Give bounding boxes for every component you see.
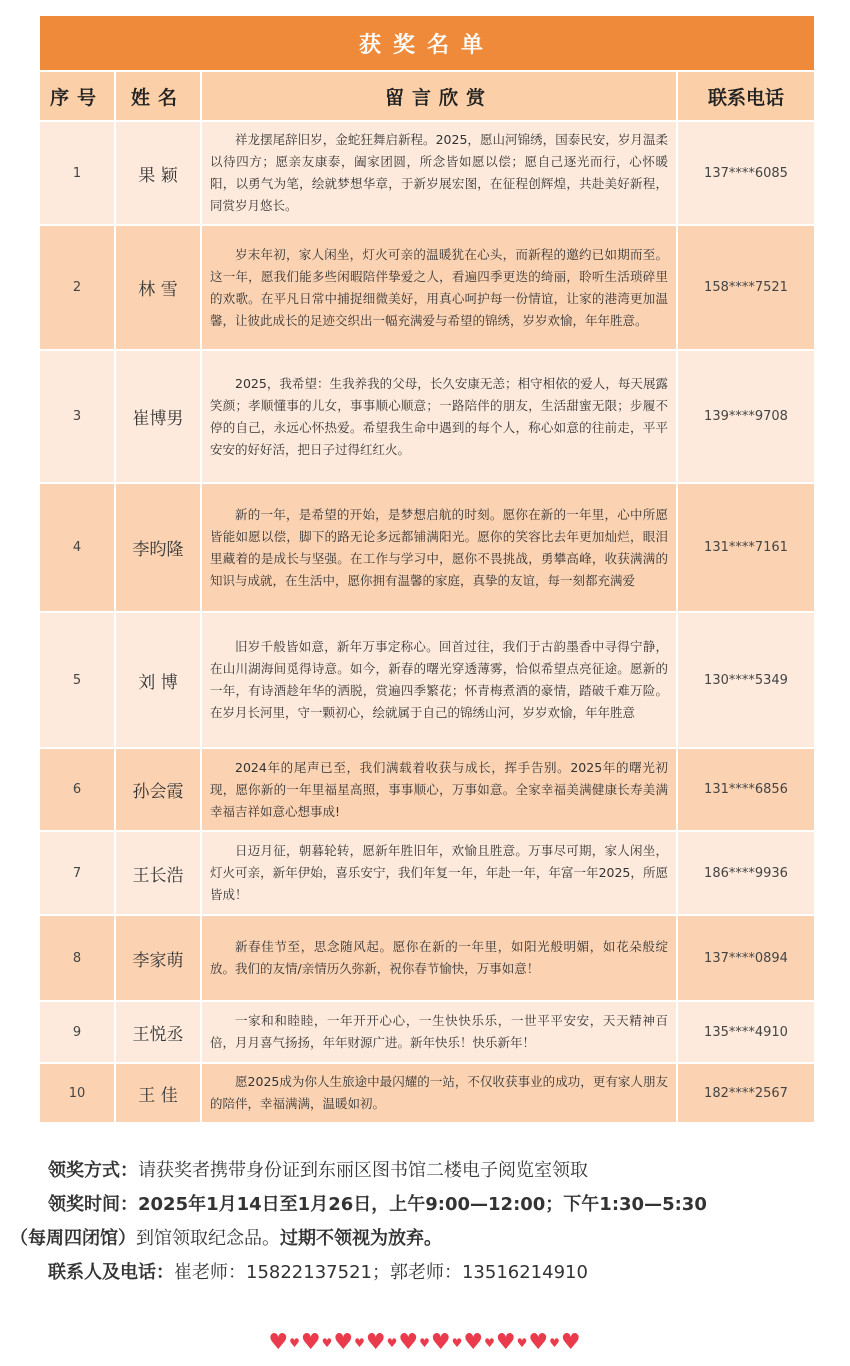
expiry-note: 过期不领视为放弃。 [280, 1228, 442, 1249]
row-index: 1 [39, 121, 115, 225]
heart-icon: ♥ [549, 1336, 561, 1350]
table-row [39, 121, 815, 225]
table-row [39, 1001, 815, 1063]
row-phone: 131****7161 [677, 483, 815, 612]
award-method-label: 领奖方式： [48, 1160, 138, 1181]
heart-icon: ♥ [354, 1336, 366, 1350]
row-name: 刘 博 [115, 612, 201, 748]
row-phone: 137****0894 [677, 915, 815, 1001]
heart-icon: ♥ [419, 1336, 431, 1350]
hearts-divider [205, 1330, 645, 1355]
row-message: 日迈月征，朝暮轮转，愿新年胜旧年，欢愉且胜意。万事尽可期，家人闲坐，灯火可亲，新年伊始，喜乐安宁，我们年复一年，年赴一年，年富一年2025，所愿皆成！ [201, 831, 677, 915]
row-phone: 139****9708 [677, 350, 815, 483]
row-index: 5 [39, 612, 115, 748]
row-name: 果 颖 [115, 121, 201, 225]
award-time-note-line [10, 1224, 442, 1250]
row-index: 10 [39, 1063, 115, 1123]
table-row [39, 225, 815, 350]
heart-icon: ♥ [300, 1330, 322, 1355]
row-index: 8 [39, 915, 115, 1001]
row-phone: 137****6085 [677, 121, 815, 225]
heart-icon: ♥ [430, 1330, 452, 1355]
heart-icon: ♥ [289, 1336, 301, 1350]
row-name: 王悦丞 [115, 1001, 201, 1063]
heart-icon: ♥ [365, 1330, 387, 1355]
row-message: 祥龙摆尾辞旧岁，金蛇狂舞启新程。2025，愿山河锦绣，国泰民安，岁月温柔以待四方；愿亲友康泰，阖家团圆，所念皆如愿以偿；愿自己逐光而行，心怀暖阳，以勇气为笔，绘就梦想华章，于新岁展宏图，在征程创辉煌，共赴美好新程，同赏岁月悠长。 [201, 121, 677, 225]
row-index: 2 [39, 225, 115, 350]
award-time-text: 2025年1月14日至1月26日，上午9:00—12:00；下午1:30—5:30 [138, 1194, 707, 1215]
award-table-container [38, 14, 814, 1124]
row-phone: 186****9936 [677, 831, 815, 915]
contact-label: 联系人及电话： [48, 1262, 174, 1283]
row-message: 旧岁千般皆如意，新年万事定称心。回首过往，我们于古韵墨香中寻得宁静，在山川湖海间觅得诗意。如今，新春的曙光穿透薄雾，恰似希望点亮征途。愿新的一年，有诗酒趁年华的洒脱，赏遍四季繁花；怀青梅煮酒的豪情，踏破千难万险。在岁月长河里，守一颗初心，绘就属于自己的锦绣山河，岁岁欢愉，年年胜意 [201, 612, 677, 748]
header-phone: 联系电话 [677, 71, 815, 121]
header-name: 姓名 [115, 71, 201, 121]
row-name: 崔博男 [115, 350, 201, 483]
row-name: 李昀隆 [115, 483, 201, 612]
row-index: 7 [39, 831, 115, 915]
heart-icon: ♥ [463, 1330, 485, 1355]
souvenir-note: 到馆领取纪念品。 [136, 1228, 280, 1249]
table-row [39, 831, 815, 915]
row-phone: 131****6856 [677, 748, 815, 831]
row-name: 李家萌 [115, 915, 201, 1001]
heart-icon: ♥ [268, 1330, 290, 1355]
heart-icon: ♥ [495, 1330, 517, 1355]
row-message: 岁末年初，家人闲坐，灯火可亲的温暖犹在心头，而新程的邀约已如期而至。这一年，愿我们能多些闲暇陪伴挚爱之人，看遍四季更迭的绮丽，聆听生活琐碎里的欢歌。在平凡日常中捕捉细微美好，用真心呵护每一份情谊，让家的港湾更加温馨，让彼此成长的足迹交织出一幅充满爱与希望的锦绣，岁岁欢愉，年年胜意。 [201, 225, 677, 350]
row-message: 愿2025成为你人生旅途中最闪耀的一站，不仅收获事业的成功，更有家人朋友的陪伴，幸福满满，温暖如初。 [201, 1063, 677, 1123]
heart-icon: ♥ [451, 1336, 464, 1350]
row-phone: 135****4910 [677, 1001, 815, 1063]
header-message: 留言欣赏 [201, 71, 677, 121]
row-index: 4 [39, 483, 115, 612]
row-name: 王长浩 [115, 831, 201, 915]
row-phone: 182****2567 [677, 1063, 815, 1123]
contact-line [48, 1258, 588, 1284]
header-index: 序号 [39, 71, 115, 121]
award-time-line [48, 1190, 707, 1216]
row-message: 2024年的尾声已至，我们满载着收获与成长，挥手告别。2025年的曙光初现，愿你新的一年里福星高照，事事顺心，万事如意。全家幸福美满健康长寿美满幸福吉祥如意心想事成! [201, 748, 677, 831]
heart-icon: ♥ [516, 1336, 529, 1350]
table-row [39, 1063, 815, 1123]
table-title: 获奖名单 [39, 15, 815, 71]
row-message: 2025，我希望：生我养我的父母，长久安康无恙；相守相依的爱人，每天展露笑颜；孝顺懂事的儿女，事事顺心顺意；一路陪伴的朋友，生活甜蜜无限；步履不停的自己，永远心怀热爱。希望我生命中遇到的每个人，称心如意的往前走，平平安安的好好活，把日子过得红红火。 [201, 350, 677, 483]
row-index: 9 [39, 1001, 115, 1063]
row-index: 6 [39, 748, 115, 831]
row-name: 王 佳 [115, 1063, 201, 1123]
award-method-line [48, 1156, 588, 1182]
closing-note: （每周四闭馆） [10, 1228, 136, 1249]
table-row [39, 350, 815, 483]
heart-icon: ♥ [560, 1330, 582, 1355]
award-table [38, 14, 816, 1124]
award-method-text: 请获奖者携带身份证到东丽区图书馆二楼电子阅览室领取 [138, 1160, 588, 1181]
heart-icon: ♥ [386, 1336, 399, 1350]
row-phone: 158****7521 [677, 225, 815, 350]
row-name: 孙会霞 [115, 748, 201, 831]
row-message: 新春佳节至，思念随风起。愿你在新的一年里，如阳光般明媚，如花朵般绽放。我们的友情/亲情历久弥新，祝你春节愉快，万事如意！ [201, 915, 677, 1001]
row-message: 一家和和睦睦，一年开开心心，一生快快乐乐，一世平平安安，天天精神百倍，月月喜气扬扬，年年财源广进。新年快乐！快乐新年！ [201, 1001, 677, 1063]
heart-icon: ♥ [484, 1336, 496, 1350]
table-row [39, 915, 815, 1001]
row-name: 林 雪 [115, 225, 201, 350]
table-row [39, 483, 815, 612]
award-time-label: 领奖时间： [48, 1194, 138, 1215]
heart-icon: ♥ [333, 1330, 355, 1355]
table-row [39, 748, 815, 831]
table-row [39, 612, 815, 748]
row-phone: 130****5349 [677, 612, 815, 748]
contact-text: 崔老师：15822137521；郭老师：13516214910 [174, 1262, 588, 1283]
heart-icon: ♥ [398, 1330, 420, 1355]
heart-icon: ♥ [321, 1336, 334, 1350]
row-message: 新的一年，是希望的开始，是梦想启航的时刻。愿你在新的一年里，心中所愿皆能如愿以偿，脚下的路无论多远都铺满阳光。愿你的笑容比去年更加灿烂，眼泪里藏着的是成长与坚强。在工作与学习中，愿你不畏挑战，勇攀高峰，收获满满的知识与成就，在生活中，愿你拥有温馨的家庭，真挚的友谊，每一刻都充满爱 [201, 483, 677, 612]
row-index: 3 [39, 350, 115, 483]
heart-icon: ♥ [528, 1330, 550, 1355]
